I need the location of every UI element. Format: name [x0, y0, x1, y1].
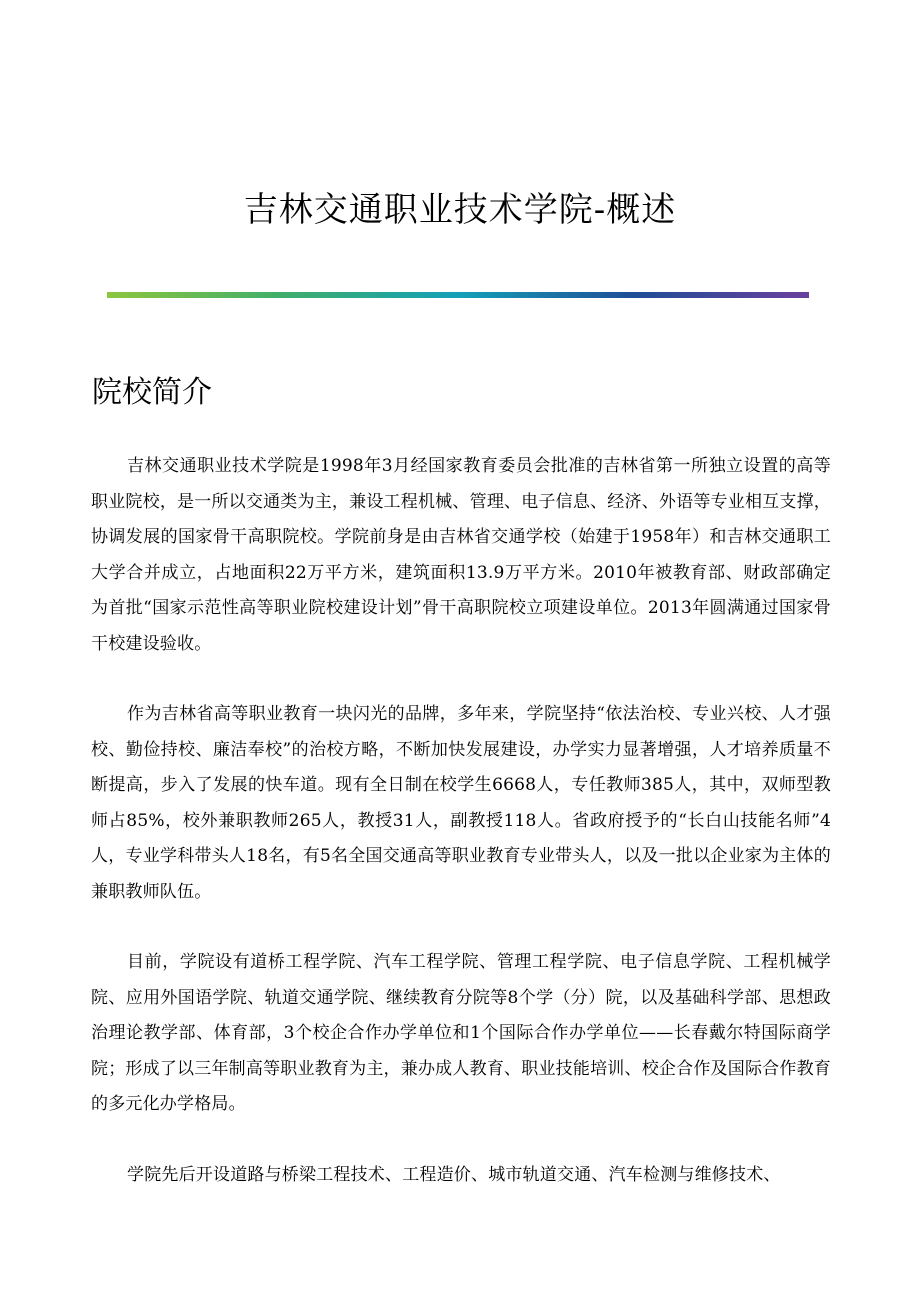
paragraph-3: 目前，学院设有道桥工程学院、汽车工程学院、管理工程学院、电子信息学院、工程机械学院、应用外国语学院、轨道交通学院、继续教育分院等8个学（分）院，以及基础科学部、思想政治理论教学部、体育部，3个校企合作办学单位和1个国际合作办学单位——长春戴尔特国际商学院；形成了以三年制高等职业教育为主，兼办成人教育、职业技能培训、校企合作及国际合作教育的多元化办学格局。: [91, 952, 831, 1114]
paragraph-1: 吉林交通职业技术学院是1998年3月经国家教育委员会批准的吉林省第一所独立设置的高等职业院校，是一所以交通类为主，兼设工程机械、管理、电子信息、经济、外语等专业相互支撑，协调发展的国家骨干高职院校。学院前身是由吉林省交通学校（始建于1958年）和吉林交通职工大学合并成立，占地面积22万平方米，建筑面积13.9万平方米。2010年被教育部、财政部确定为首批“国家示范性高等职业院校建设计划”骨干高职院校立项建设单位。2013年圆满通过国家骨干校建设验收。: [91, 456, 831, 654]
body-text: [91, 449, 831, 1228]
title-gradient-rule: [107, 292, 809, 298]
document-title: 吉林交通职业技术学院-概述: [243, 190, 677, 230]
section-heading: 院校简介: [92, 375, 212, 410]
paragraph-4: 学院先后开设道路与桥梁工程技术、工程造价、城市轨道交通、汽车检测与维修技术、: [127, 1164, 781, 1185]
paragraph-2: 作为吉林省高等职业教育一块闪光的品牌，多年来，学院坚持“依法治校、专业兴校、人才强校、勤俭持校、廉洁奉校”的治校方略，不断加快发展建设，办学实力显著增强，人才培养质量不断提高，步入了发展的快车道。现有全日制在校学生6668人，专任教师385人，其中，双师型教师占85%，校外兼职教师265人，教授31人，副教授118人。省政府授予的“长白山技能名师”4人，专业学科带头人18名，有5名全国交通高等职业教育专业带头人，以及一批以企业家为主体的兼职教师队伍。: [91, 704, 831, 902]
